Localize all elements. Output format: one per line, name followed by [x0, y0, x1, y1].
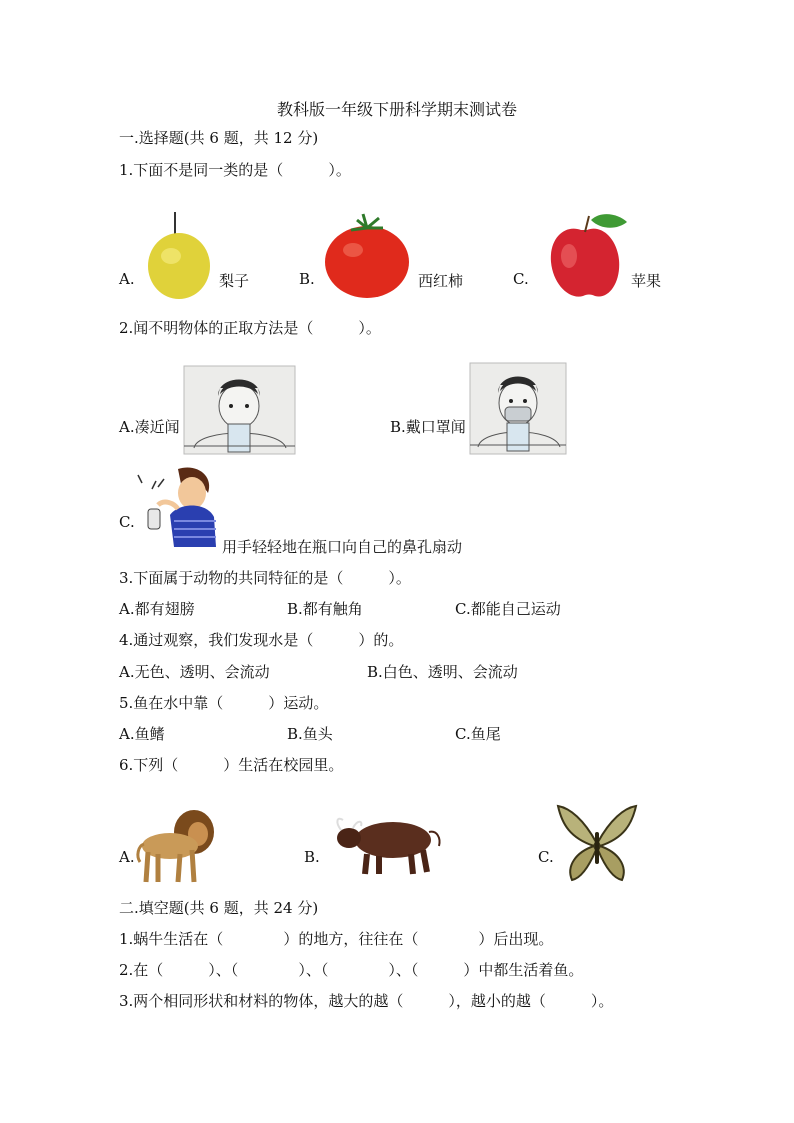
option-text: C.都能自己运动: [455, 600, 561, 618]
option-letter: C.: [119, 513, 135, 531]
fill-question-2: 2.在（ ）、（ ）、（ ）、（ ）中都生活着鱼。: [119, 961, 584, 979]
fill-question-3: 3.两个相同形状和材料的物体，越大的越（ ），越小的越（ ）。: [119, 992, 614, 1010]
option-letter: A.: [119, 270, 135, 288]
question-5-stem: 5.鱼在水中靠（ ）运动。: [119, 694, 329, 712]
option-label: 西红柿: [418, 272, 464, 290]
option-text: B.戴口罩闻: [390, 418, 466, 436]
option-letter: C.: [538, 848, 554, 866]
option-text: B.鱼头: [287, 725, 333, 743]
option-text: A.凑近闻: [119, 418, 180, 436]
question-2-stem: 2.闻不明物体的正取方法是（ ）。: [119, 319, 381, 337]
option-letter: A.: [119, 848, 135, 866]
option-letter: B.: [299, 270, 315, 288]
question-3-stem: 3.下面属于动物的共同特征的是（ ）。: [119, 569, 411, 587]
option-text: A.无色、透明、会流动: [119, 663, 270, 681]
boy-mask-cup-icon: [470, 363, 566, 454]
question-6-stem: 6.下列（ ）生活在校园里。: [119, 756, 344, 774]
boy-sniffing-cup-icon: [184, 366, 295, 454]
option-label: 梨子: [219, 272, 250, 290]
section-heading-choice: 一.选择题(共 6 题，共 12 分): [119, 129, 319, 147]
butterfly-icon: [556, 802, 638, 884]
option-text: 用手轻轻地在瓶口向自己的鼻孔扇动: [222, 538, 463, 556]
section-heading-fill: 二.填空题(共 6 题，共 24 分): [119, 899, 319, 917]
option-letter: C.: [513, 270, 529, 288]
option-text: B.白色、透明、会流动: [367, 663, 518, 681]
fill-question-1: 1.蜗牛生活在（ ）的地方，往往在（ ）后出现。: [119, 930, 554, 948]
pear-icon: [145, 210, 215, 302]
tomato-icon: [323, 210, 411, 300]
option-text: B.都有触角: [287, 600, 363, 618]
option-label: 苹果: [631, 272, 662, 290]
boy-fanning-bottle-icon: [134, 465, 218, 550]
option-text: C.鱼尾: [455, 725, 501, 743]
option-text: A.都有翅膀: [119, 600, 195, 618]
option-letter: B.: [304, 848, 320, 866]
bull-icon: [333, 812, 445, 876]
apple-icon: [547, 210, 629, 302]
question-4-stem: 4.通过观察，我们发现水是（ ）的。: [119, 631, 404, 649]
lion-icon: [136, 806, 218, 884]
question-1-stem: 1.下面不是同一类的是（ ）。: [119, 161, 351, 179]
option-text: A.鱼鳍: [119, 725, 165, 743]
page-title: 教科版一年级下册科学期末测试卷: [276, 100, 517, 119]
